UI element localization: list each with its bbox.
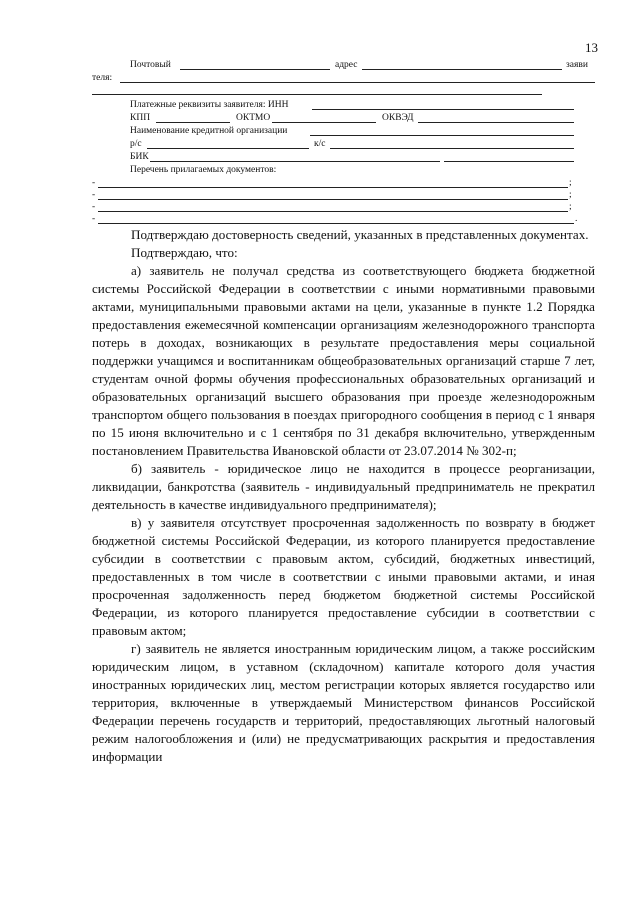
postal-label: Почтовый: [130, 60, 171, 70]
semicolon: ;: [569, 178, 572, 188]
postal-address-row: [0, 59, 640, 71]
address-label: адрес: [335, 60, 358, 70]
clause-a: а) заявитель не получал средства из соответствующего бюджета бюджетной системы Российской Федерации в соответствии с иными нормативными правовыми актами, муниципальными правовыми актами на цели, указанные в пункте 1.2 Порядка предоставления ежемесячной компенсации организациям железнодорожного транспорта потерь в доходах, возникающих в результате предоставления меры социальной поддержки учащимся и воспитанникам общеобразовательных организаций старше 7 лет, студентам очной формы обучения профессиональных образовательных организаций и образовательных организаций высшего образования при проезде железнодорожным транспортом общего пользования в поездах пригородного сообщения в период с 1 января по 15 июня включительно и с 1 сентября по 31 декабря включительно, утвержденным постановлением Правительства Ивановской области от 23.07.2014 № 302-п;: [92, 263, 595, 458]
semicolon: ;: [569, 202, 572, 212]
clause-v: в) у заявителя отсутствует просроченная задолженность по возврату в бюджет бюджетной системы Российской Федерации, из которого планируется предоставление субсидии в соответствии с правовым актом, субсидий, бюджетных инвестиций, предоставленных в том числе в соответствии с иными правовыми актами, и иная просроченная задолженность перед бюджетом бюджетной системы Российской Федерации, из которого планируется предоставление субсидии в соответствии с правовым актом;: [92, 515, 595, 638]
docs-list-label: Перечень прилагаемых документов:: [130, 165, 277, 175]
doc-field-line[interactable]: [98, 201, 568, 212]
payment-details-label: Платежные реквизиты заявителя: ИНН: [130, 100, 289, 110]
credit-org-label: Наименование кредитной организации: [130, 126, 288, 136]
accounts-row: [0, 138, 640, 150]
doc-line-4: [0, 213, 640, 225]
dash: -: [92, 202, 96, 212]
dash: -: [92, 190, 96, 200]
dash: -: [92, 178, 96, 188]
kpp-row: [0, 112, 640, 124]
dash: -: [92, 214, 96, 224]
rs-field-line[interactable]: [147, 138, 309, 149]
docs-list-row: [0, 164, 640, 176]
kpp-label: КПП: [130, 113, 151, 123]
oktmo-label: ОКТМО: [236, 113, 271, 123]
postal-field-line[interactable]: [180, 59, 330, 70]
document-body: [92, 226, 595, 766]
doc-field-line[interactable]: [98, 213, 574, 224]
ks-label: к/с: [314, 139, 326, 149]
period: .: [575, 214, 578, 224]
credit-org-row: [0, 125, 640, 137]
doc-line-1: [0, 177, 640, 189]
postal-address-row-2: [0, 72, 640, 84]
doc-line-3: [0, 201, 640, 213]
bik-extra-line[interactable]: [444, 151, 574, 162]
bik-row: [0, 151, 640, 163]
confirmation-intro: Подтверждаю, что:: [131, 245, 238, 260]
ks-field-line[interactable]: [330, 138, 574, 149]
address-extra-line[interactable]: [92, 84, 542, 95]
page-number: 13: [585, 40, 598, 55]
applicant-label-part1: заяви: [566, 60, 588, 70]
bik-field-line[interactable]: [150, 151, 440, 162]
kpp-field-line[interactable]: [156, 112, 230, 123]
okved-field-line[interactable]: [418, 112, 574, 123]
address-extra-row: [0, 84, 640, 96]
address-continuation-line[interactable]: [120, 72, 595, 83]
bik-label: БИК: [130, 152, 149, 162]
doc-field-line[interactable]: [98, 177, 568, 188]
semicolon: ;: [569, 190, 572, 200]
confirmation-paragraph: Подтверждаю достоверность сведений, указанных в представленных документах.: [131, 227, 589, 242]
rs-label: р/с: [130, 139, 142, 149]
inn-field-line[interactable]: [312, 99, 574, 110]
okved-label: ОКВЭД: [382, 113, 414, 123]
clause-g: г) заявитель не является иностранным юридическим лицом, а также российским юридическим лицом, в уставном (складочном) капитале которого доля участия иностранных юридических лиц, местом регистрации которых является государство или территория, включенные в утверждаемый Министерством финансов Российской Федерации перечень государств и территорий, предоставляющих льготный налоговый режим налогообложения и (или) не предусматривающих раскрытия и предоставления информации: [92, 641, 595, 764]
credit-org-field-line[interactable]: [310, 125, 574, 136]
doc-field-line[interactable]: [98, 189, 568, 200]
inn-row: [0, 99, 640, 111]
oktmo-field-line[interactable]: [272, 112, 376, 123]
clause-b: б) заявитель - юридическое лицо не находится в процессе реорганизации, ликвидации, банкротства (заявитель - индивидуальный предприниматель не прекратил деятельность в качестве индивидуального предпринимателя);: [92, 461, 595, 512]
doc-line-2: [0, 189, 640, 201]
address-field-line[interactable]: [362, 59, 562, 70]
applicant-label-part2: теля:: [92, 73, 113, 83]
